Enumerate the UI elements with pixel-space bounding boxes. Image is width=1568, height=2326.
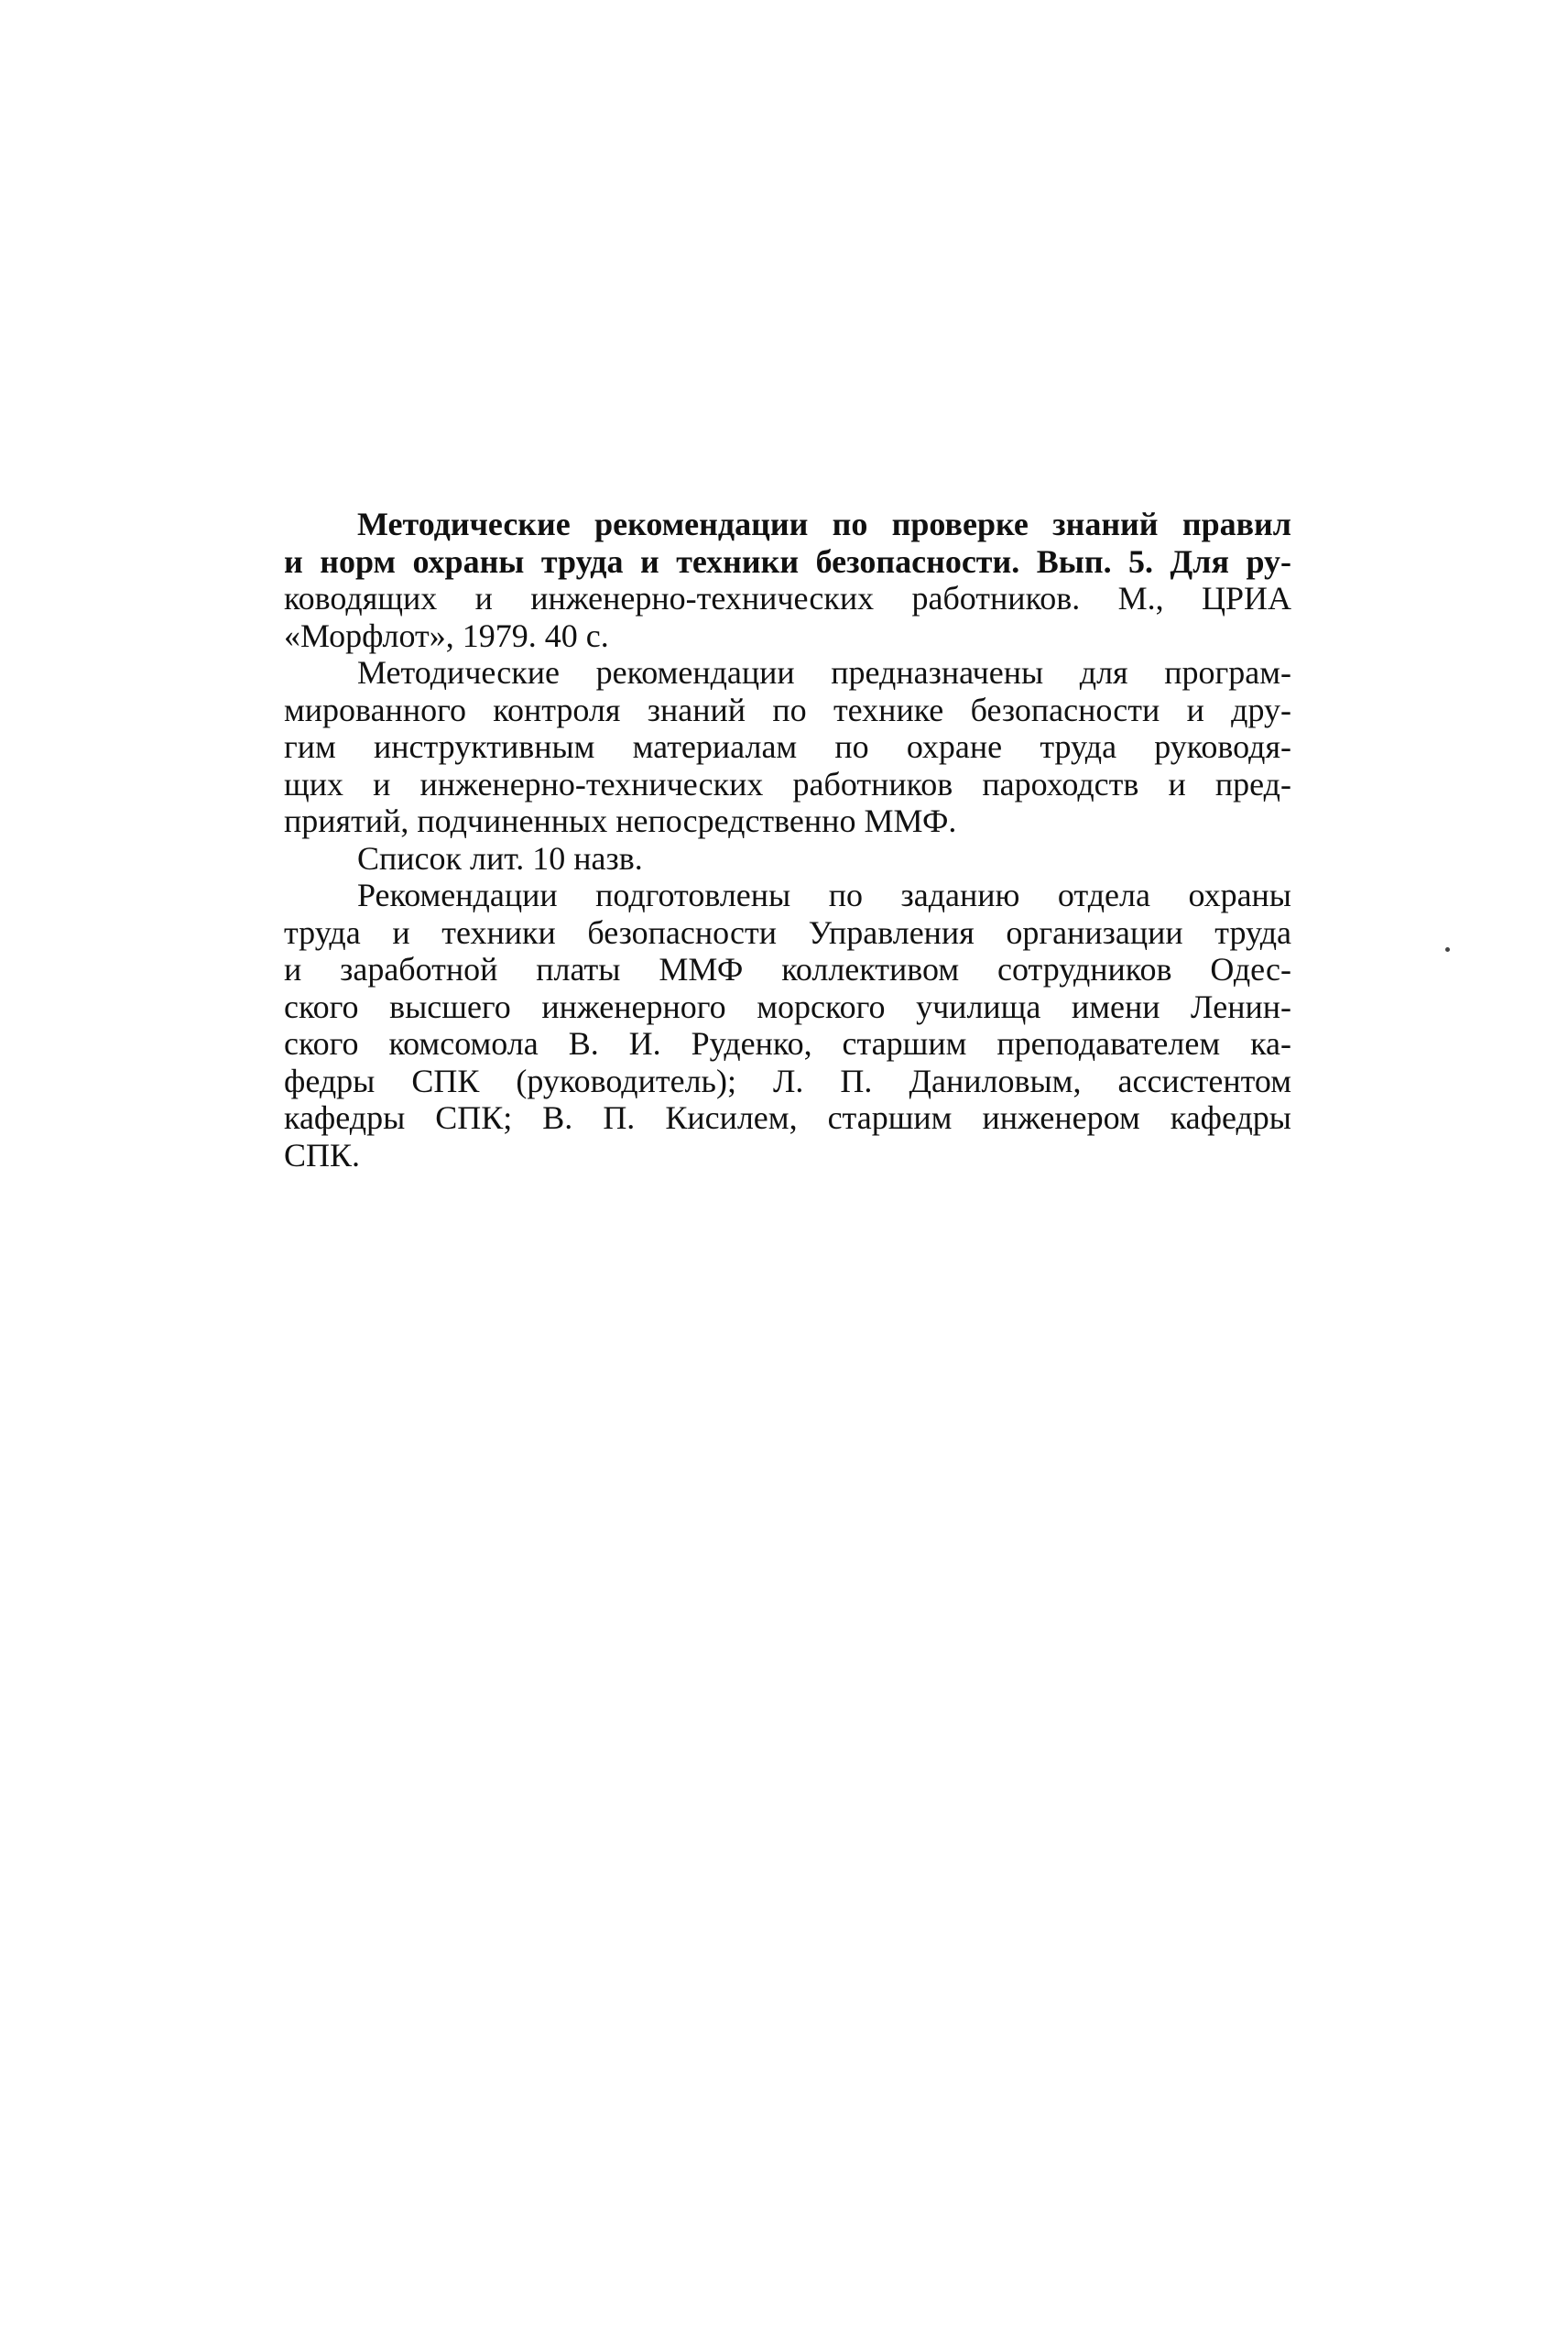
- abstract-line-4: щих и инженерно-технических работников пароходств и пред-: [284, 765, 1291, 803]
- abstract-line-5: приятий, подчиненных непосредственно ММФ.: [284, 803, 957, 839]
- authors-line-4: ского высшего инженерного морского училища имени Ленин-: [284, 988, 1291, 1025]
- abstract-line-1: Методические рекомендации предназначены для програм-: [357, 654, 1291, 691]
- references-line: Список лит. 10 назв.: [357, 839, 643, 877]
- stray-dot-mark: [1445, 947, 1450, 952]
- authors-line-1: Рекомендации подготовлены по заданию отдела охраны: [357, 877, 1291, 913]
- authors-line-8: СПК.: [284, 1136, 361, 1174]
- bib-line-3: ководящих и инженерно-технических работников. М., ЦРИА: [284, 580, 1291, 617]
- authors-line-2: труда и техники безопасности Управления организации труда: [284, 913, 1291, 951]
- abstract-line-3: гим инструктивным материалам по охране труда руководя-: [284, 728, 1291, 765]
- annotation-block: [284, 506, 1291, 1174]
- authors-line-5: ского комсомола В. И. Руденко, старшим преподавателем ка-: [284, 1025, 1291, 1062]
- bib-line-4: «Морфлот», 1979. 40 с.: [284, 617, 609, 654]
- authors-line-3: и заработной платы ММФ коллективом сотрудников Одес-: [284, 951, 1291, 988]
- authors-line-6: федры СПК (руководитель); Л. П. Даниловым, ассистентом: [284, 1062, 1291, 1099]
- bib-line-1: Методические рекомендации по проверке знаний правил: [357, 506, 1291, 542]
- references-count: [284, 840, 1291, 878]
- authors-note: [284, 877, 1291, 1174]
- abstract-paragraph: [284, 654, 1291, 840]
- abstract-line-2: мированного контроля знаний по технике безопасности и дру-: [284, 691, 1291, 728]
- bib-line-2: и норм охраны труда и техники безопасности. Вып. 5. Для ру-: [284, 542, 1291, 580]
- bibliographic-entry: [284, 506, 1291, 654]
- authors-line-7: кафедры СПК; В. П. Кисилем, старшим инженером кафедры: [284, 1099, 1291, 1136]
